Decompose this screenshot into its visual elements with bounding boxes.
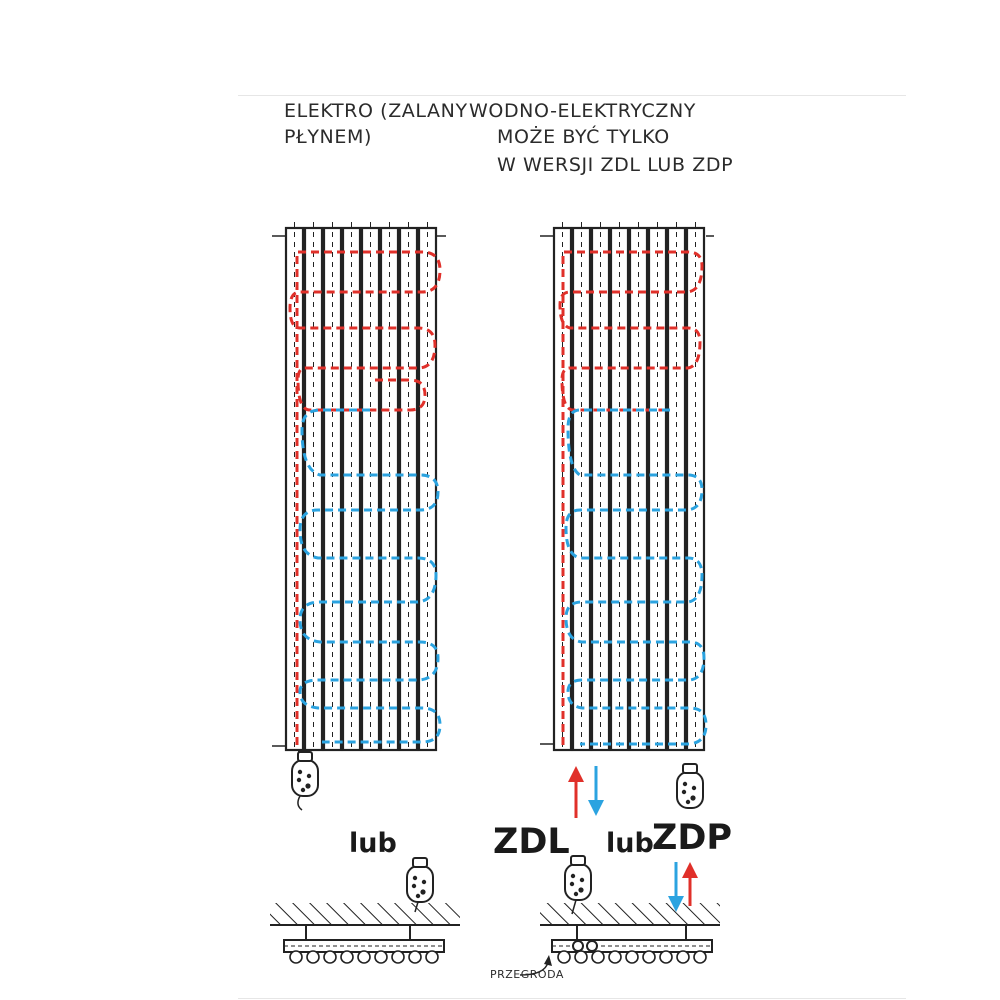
lub-label-middle: lub bbox=[606, 828, 654, 859]
przegroda-label: PRZEGRODA bbox=[490, 968, 564, 981]
title-electric-line1: ELEKTRO (ZALANY bbox=[284, 100, 468, 122]
lub-label-left: lub bbox=[349, 828, 397, 859]
floor-section-right bbox=[520, 856, 720, 975]
zdp-label: ZDP bbox=[652, 818, 733, 858]
title-electric-line2: PŁYNEM) bbox=[284, 126, 372, 148]
radiator-right bbox=[540, 222, 714, 818]
title-hybrid-line3: W WERSJI ZDL LUB ZDP bbox=[497, 154, 734, 176]
title-hybrid-line1: WODNO-ELEKTRYCZNY bbox=[469, 100, 696, 122]
zdl-label: ZDL bbox=[493, 822, 570, 862]
floor-section-left bbox=[270, 858, 460, 963]
title-hybrid-line2: MOŻE BYĆ TYLKO bbox=[497, 126, 670, 148]
radiator-left bbox=[272, 222, 446, 810]
